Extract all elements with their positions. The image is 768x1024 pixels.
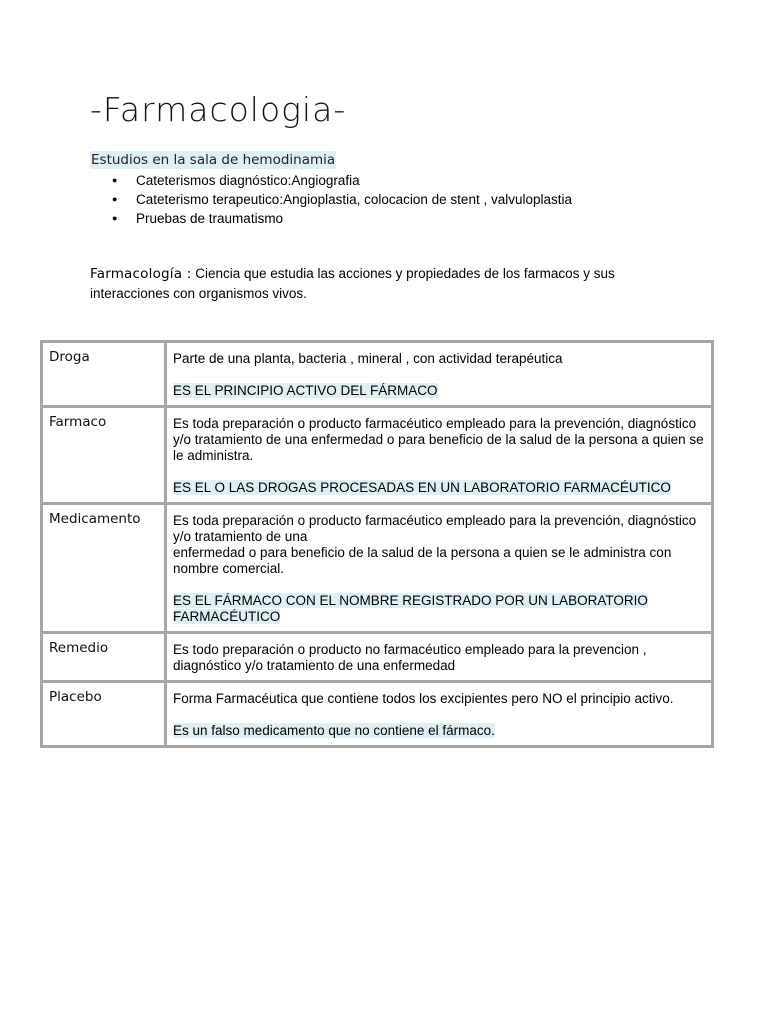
bullet-item-terapeutico: ● Cateterismo terapeutico:Angioplastia, colocacion de stent , valvuloplastia [112, 190, 572, 209]
subtitle-hemodinamia: Estudios en la sala de hemodinamia [91, 152, 336, 168]
term-cell: Farmaco [42, 407, 166, 504]
highlight-paragraph [173, 383, 705, 399]
table-row-droga [42, 342, 713, 407]
table-row-farmaco [42, 407, 713, 504]
description-cell [166, 633, 713, 682]
description-text: Es toda preparación o producto farmacéutico empleado para la prevención, diagnóstico y/o tratamiento de una [173, 513, 697, 544]
term-cell: Droga [42, 342, 166, 407]
term-cell: Medicamento [42, 504, 166, 633]
description-cell [166, 682, 713, 747]
farmacologia-definition [90, 264, 670, 303]
highlight-paragraph [173, 723, 705, 739]
table-row-placebo [42, 682, 713, 747]
description-cell [166, 504, 713, 633]
description-cell [166, 407, 713, 504]
terms-table [40, 340, 714, 748]
highlight-text: ES EL PRINCIPIO ACTIVO DEL FÁRMACO [173, 383, 438, 398]
study-bullet-list [112, 171, 572, 228]
description-text: Forma Farmacéutica que contiene todos los excipientes pero NO el principio activo. [173, 691, 674, 706]
description-text: Parte de una planta, bacteria , mineral , con actividad terapéutica [173, 351, 563, 366]
table-row-remedio [42, 633, 713, 682]
description-text: Es toda preparación o producto farmacéutico empleado para la prevención, diagnóstico y/o tratamiento de una enfermedad o para beneficio de la salud de la persona a quien se le administra. [173, 416, 704, 463]
bullet-item-traumatismo: ● Pruebas de traumatismo [112, 209, 572, 228]
highlight-paragraph [173, 480, 705, 496]
highlight-text: ES EL FÁRMACO CON EL NOMBRE REGISTRADO POR UN LABORATORIO FARMACÉUTICO [173, 593, 648, 624]
description-text: Es todo preparación o producto no farmacéutico empleado para la prevencion , diagnóstico y/o tratamiento de una enfermedad [173, 642, 647, 673]
table-row-medicamento [42, 504, 713, 633]
highlight-paragraph [173, 593, 705, 625]
definition-term: Farmacología : [90, 266, 192, 282]
page-title: -Farmacologia- [90, 90, 347, 129]
bullet-item-diagnostico: ● Cateterismos diagnóstico:Angiografia [112, 171, 572, 190]
term-cell: Remedio [42, 633, 166, 682]
highlight-text: Es un falso medicamento que no contiene el fármaco. [173, 723, 495, 738]
term-cell: Placebo [42, 682, 166, 747]
description-text-continued: enfermedad o para beneficio de la salud de la persona a quien se le administra con nombre comercial. [173, 545, 672, 576]
description-cell [166, 342, 713, 407]
definition-text: Ciencia que estudia las acciones y propiedades de los farmacos y sus interacciones con organismos vivos. [90, 266, 615, 301]
highlight-text: ES EL O LAS DROGAS PROCESADAS EN UN LABORATORIO FARMACÉUTICO [173, 480, 671, 495]
